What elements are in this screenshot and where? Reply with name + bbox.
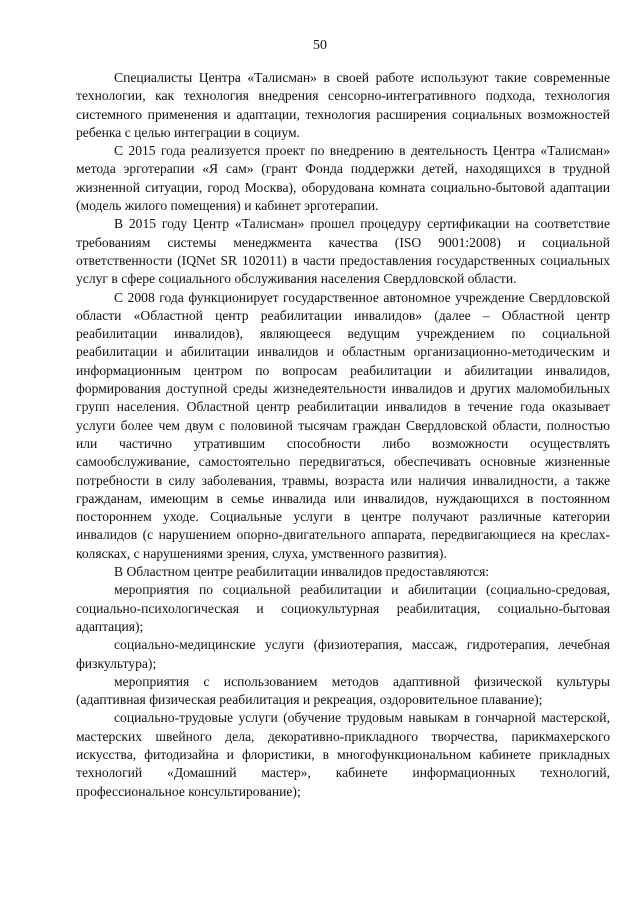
paragraph-technologies: Специалисты Центра «Талисман» в своей работе используют такие современные технологии, как технология внедрения сенсорно-интегративного подхода, технология системного применения и адаптации, технология расширения социальных возможностей ребенка с целью интеграции в социум. xyxy=(76,70,610,140)
paragraph-ergotherapy-project: С 2015 года реализуется проект по внедрению в деятельность Центра «Талисман» метода эрготерапии «Я сам» (грант Фонда поддержки детей, находящихся в трудной жизненной ситуации, город Москва), оборудована комната социально-бытовой адаптации (модель жилого помещения) и кабинет эрготерапии. xyxy=(76,143,610,214)
paragraph-services-intro: В Областном центре реабилитации инвалидов предоставляются: xyxy=(114,564,490,580)
page-number: 50 xyxy=(313,38,327,53)
list-item-medical-services: социально-медицинские услуги (физиотерапия, массаж, гидротерапия, лечебная физкультура); xyxy=(76,637,610,671)
list-item-social-rehabilitation: мероприятия по социальной реабилитации и абилитации (социально-средовая, социально-психологическая и социокультурная реабилитация, социально-бытовая адаптация); xyxy=(76,582,610,634)
list-item-adaptive-physical-culture: мероприятия с использованием методов адаптивной физической культуры (адаптивная физическая реабилитация и рекреация, оздоровительное плавание); xyxy=(76,673,610,708)
document-body xyxy=(76,69,610,801)
paragraph-regional-center: С 2008 года функционирует государственное автономное учреждение Свердловской области «Областной центр реабилитации инвалидов» (далее – Областной центр реабилитации инвалидов), являющееся ведущим учреждением по социальной реабилитации и абилитации инвалидов и областным организационно-методическим и информационным центром по вопросам реабилитации и абилитации инвалидов, формирования доступной среды жизнедеятельности инвалидов и других маломобильных групп населения. Областной центр реабилитации инвалидов в течение года оказывает услуги более чем двум с половиной тысячам граждан Свердловской области, полностью или частично утратившим способности либо возможности осуществлять самообслуживание, самостоятельно передвигаться, обеспечивать основные жизненные потребности в силу заболевания, травмы, возраста или наличия инвалидности, а также гражданам, имеющим в семье инвалида или инвалидов, нуждающихся в постоянном постороннем уходе. Социальные услуги в центре получают различные категории инвалидов (с нарушением опорно-двигательного аппарата, передвигающиеся на креслах-колясках, с нарушениями зрения, слуха, умственного развития). xyxy=(76,289,610,561)
list-item-labor-services: социально-трудовые услуги (обучение трудовым навыкам в гончарной мастерской, мастерских швейного дела, декоративно-прикладного творчества, парикмахерского искусства, фитодизайна и флористики, в многофункциональном кабинете прикладных технологий «Домашний мастер», кабинете информационных технологий, профессиональное консультирование); xyxy=(76,710,610,799)
paragraph-certification: В 2015 году Центр «Талисман» прошел процедуру сертификации на соответствие требованиям системы менеджмента качества (ISO 9001:2008) и социальной ответственности (IQNet SR 102011) в части предоставления государственных социальных услуг в сфере социального обслуживания населения Свердловской области. xyxy=(76,216,610,287)
